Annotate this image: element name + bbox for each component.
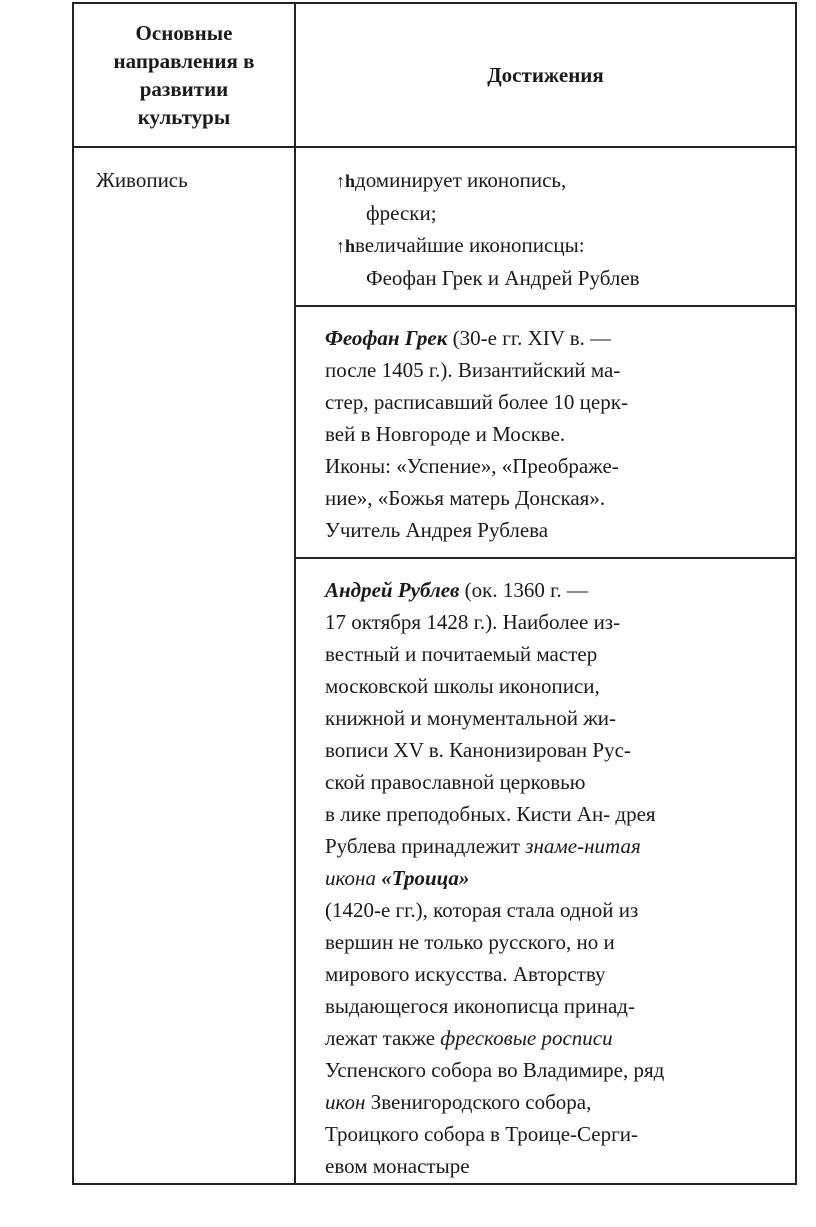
rublev-line: мирового искусства. Авторству bbox=[325, 962, 606, 986]
rublev-line: (1420-е гг.), которая стала одной из bbox=[325, 898, 639, 922]
feofan-line: Иконы: «Успение», «Преображе- bbox=[325, 454, 619, 478]
summary-line-1: ↑hдоминирует иконопись, bbox=[336, 168, 567, 192]
feofan-line: Учитель Андрея Рублева bbox=[325, 518, 549, 542]
rublev-line: Троицкого собора в Троице-Серги- bbox=[325, 1122, 638, 1146]
rublev-line: Успенского собора во Владимире, ряд bbox=[325, 1058, 665, 1082]
summary-line-2: фрески; bbox=[366, 201, 437, 225]
rublev-line: Андрей Рублев (ок. 1360 г. — bbox=[325, 578, 588, 602]
category-painting: Живопись bbox=[96, 168, 188, 192]
rublev-line: в лике преподобных. Кисти Ан- дрея bbox=[325, 802, 656, 826]
row-divider-1 bbox=[296, 305, 795, 307]
column-divider bbox=[294, 4, 296, 1183]
rublev-line: книжной и монументальной жи- bbox=[325, 706, 616, 730]
header-divider bbox=[74, 146, 795, 148]
rublev-line: вописи XV в. Канонизирован Рус- bbox=[325, 738, 631, 762]
rublev-line: вестный и почитаемый мастер bbox=[325, 642, 598, 666]
rublev-name: Андрей Рублев bbox=[325, 578, 460, 602]
rublev-line: евом монастыре bbox=[325, 1154, 470, 1178]
feofan-line: ние», «Божья матерь Донская». bbox=[325, 486, 606, 510]
header-cell-achievements bbox=[296, 4, 795, 146]
summary-line-4: Феофан Грек и Андрей Рублев bbox=[366, 266, 640, 290]
rublev-line: 17 октября 1428 г.). Наиболее из- bbox=[325, 610, 621, 634]
header-cell-directions bbox=[74, 4, 294, 146]
feofan-line: стер, расписавший более 10 церк- bbox=[325, 390, 628, 414]
feofan-line: после 1405 г.). Византийский ма- bbox=[325, 358, 621, 382]
feofan-cell bbox=[325, 322, 628, 546]
header-directions-text: Основные направления в развитии культуры bbox=[113, 21, 255, 129]
rublev-line: ской православной церковью bbox=[325, 770, 586, 794]
rublev-line: лежат также фресковые росписи bbox=[325, 1026, 613, 1050]
row-divider-2 bbox=[296, 557, 795, 559]
feofan-name: Феофан Грек bbox=[325, 326, 448, 350]
bullet-arrow-icon: ↑h bbox=[336, 171, 356, 191]
rublev-line: вершин не только русского, но и bbox=[325, 930, 615, 954]
summary-line-3: ↑hвеличайшие иконописцы: bbox=[336, 233, 585, 257]
summary-cell bbox=[336, 164, 640, 294]
bullet-arrow-icon: ↑h bbox=[336, 236, 356, 256]
rublev-line: Рублева принадлежит знаме-нитая bbox=[325, 834, 641, 858]
rublev-line: московской школы иконописи, bbox=[325, 674, 600, 698]
rublev-line: выдающегося иконописца принад- bbox=[325, 994, 635, 1018]
feofan-line: Феофан Грек (30-е гг. XIV в. — bbox=[325, 326, 612, 350]
feofan-line: вей в Новгороде и Москве. bbox=[325, 422, 566, 446]
culture-table bbox=[72, 2, 797, 1185]
rublev-line: икона «Троица» bbox=[325, 866, 470, 890]
rublev-cell bbox=[325, 574, 664, 1182]
rublev-line: икон Звенигородского собора, bbox=[325, 1090, 592, 1114]
trinity-icon-title: «Троица» bbox=[381, 866, 470, 890]
header-achievements-text: Достижения bbox=[487, 62, 604, 87]
